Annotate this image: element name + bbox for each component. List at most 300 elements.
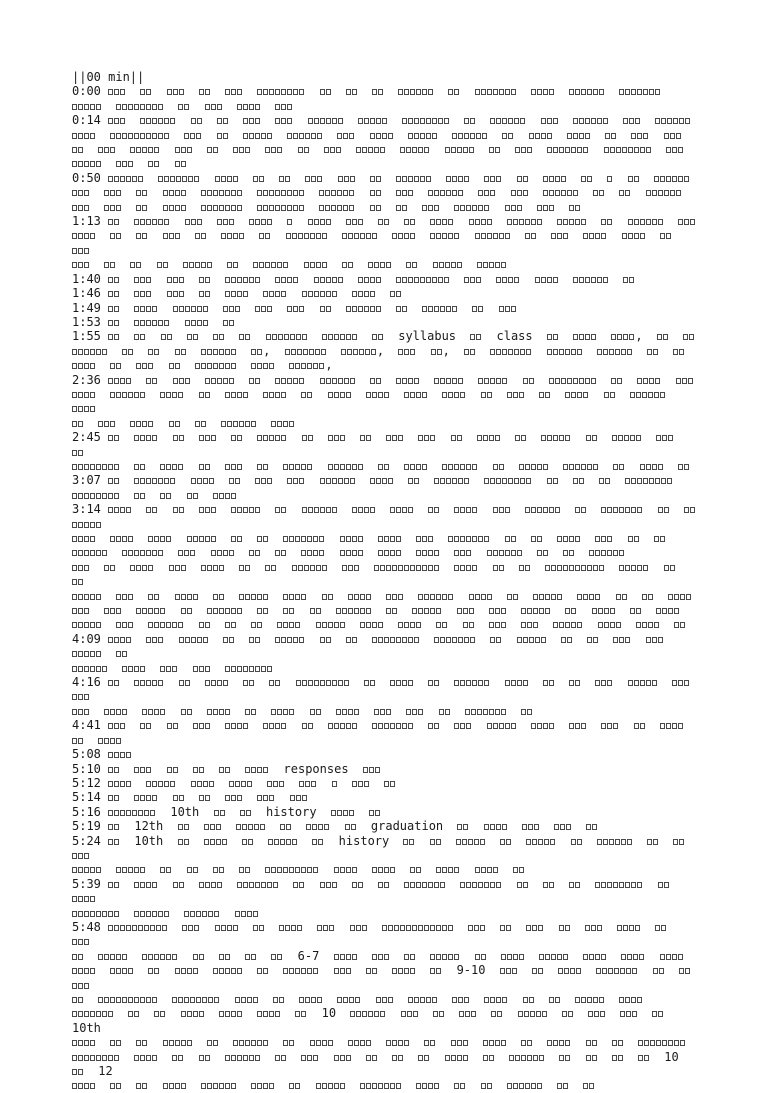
glyph-word — [328, 459, 364, 473]
glyph-word — [612, 1035, 624, 1049]
glyph-word — [430, 963, 442, 977]
glyph-word — [72, 531, 96, 545]
glyph-word — [454, 718, 472, 732]
glyph-word — [543, 171, 567, 185]
glyph-word — [430, 228, 460, 242]
glyph-word — [490, 632, 502, 646]
glyph-word — [225, 286, 249, 300]
glyph-word — [328, 387, 352, 401]
glyph-word — [521, 617, 539, 631]
glyph-word — [366, 963, 378, 977]
glyph-word — [245, 762, 269, 776]
glyph-word — [280, 819, 292, 833]
glyph-word — [243, 128, 273, 142]
glyph-word — [620, 1006, 638, 1020]
glyph-word — [569, 84, 605, 98]
glyph-word — [396, 301, 408, 315]
glyph-word — [322, 589, 334, 603]
glyph-word — [604, 142, 652, 156]
glyph-word — [108, 315, 120, 329]
glyph-word — [275, 632, 305, 646]
glyph-word — [134, 488, 146, 502]
glyph-word — [72, 1050, 120, 1064]
glyph-word — [301, 387, 313, 401]
glyph-word — [130, 416, 154, 430]
glyph-word — [257, 430, 287, 444]
glyph-word — [511, 185, 529, 199]
glyph-word — [573, 113, 609, 127]
glyph-word — [601, 718, 619, 732]
glyph-word — [581, 171, 593, 185]
glyph-word — [342, 257, 354, 271]
glyph-word — [265, 142, 283, 156]
glyph-word — [108, 373, 132, 387]
glyph-word — [463, 617, 475, 631]
glyph-word — [500, 834, 512, 848]
transcript-line — [72, 502, 704, 632]
glyph-word — [589, 545, 625, 559]
glyph-word — [593, 185, 605, 199]
latin-word: 12 — [98, 1064, 113, 1079]
glyph-word — [334, 963, 352, 977]
glyph-word — [187, 329, 199, 343]
glyph-word — [225, 1050, 261, 1064]
glyph-word — [537, 200, 555, 214]
glyph-word — [489, 603, 507, 617]
glyph-word — [352, 776, 370, 790]
glyph-word — [301, 1050, 319, 1064]
glyph-word — [178, 545, 196, 559]
glyph-word — [231, 531, 243, 545]
glyph-word — [599, 473, 611, 487]
glyph-word — [181, 603, 193, 617]
glyph-word — [573, 272, 609, 286]
glyph-word — [122, 344, 134, 358]
glyph-word — [396, 272, 450, 286]
glyph-word — [345, 819, 357, 833]
glyph-word — [658, 877, 670, 891]
glyph-word — [390, 502, 414, 516]
glyph-word — [505, 675, 529, 689]
glyph-word — [134, 459, 146, 473]
glyph-word — [225, 790, 243, 804]
glyph-word — [575, 502, 587, 516]
glyph-word — [108, 272, 120, 286]
glyph-word — [136, 185, 148, 199]
glyph-word — [612, 1050, 624, 1064]
glyph-word — [360, 430, 372, 444]
glyph-word — [191, 113, 203, 127]
glyph-word — [178, 834, 190, 848]
glyph-word — [660, 718, 684, 732]
glyph-word — [240, 805, 252, 819]
glyph-word — [142, 704, 166, 718]
glyph-word — [72, 891, 96, 905]
glyph-word — [475, 949, 487, 963]
glyph-word — [199, 272, 211, 286]
glyph-word — [683, 329, 695, 343]
glyph-word — [491, 1006, 503, 1020]
glyph-word — [217, 214, 235, 228]
glyph-word — [342, 228, 378, 242]
glyph-word — [237, 877, 279, 891]
glyph-word — [368, 257, 392, 271]
glyph-word — [541, 113, 559, 127]
glyph-word — [175, 344, 187, 358]
glyph-word — [173, 502, 185, 516]
glyph-word — [500, 963, 518, 977]
glyph-word — [625, 473, 673, 487]
glyph-word — [316, 1078, 346, 1092]
glyph-word — [249, 545, 261, 559]
glyph-word — [179, 675, 191, 689]
glyph-word — [557, 214, 587, 228]
glyph-word — [72, 704, 90, 718]
glyph-word — [374, 704, 392, 718]
glyph-word — [475, 84, 517, 98]
glyph-word — [451, 430, 463, 444]
glyph-word — [187, 862, 199, 876]
glyph-word — [72, 200, 90, 214]
glyph-word — [169, 560, 187, 574]
glyph-word — [607, 171, 613, 185]
glyph-word — [517, 877, 529, 891]
transcript-line — [72, 171, 704, 214]
glyph-word — [445, 1050, 469, 1064]
transcript-line — [72, 329, 704, 372]
glyph-word — [378, 877, 390, 891]
timestamp: 1:40 — [72, 271, 109, 286]
glyph-word — [108, 632, 132, 646]
transcript-line — [72, 286, 704, 300]
glyph-word — [559, 1050, 571, 1064]
glyph-word — [320, 473, 356, 487]
glyph-word — [108, 819, 120, 833]
glyph-word — [225, 459, 243, 473]
glyph-word — [207, 603, 243, 617]
glyph-word — [509, 1050, 545, 1064]
transcript-line — [72, 747, 704, 761]
glyph-word — [72, 906, 120, 920]
glyph-word — [684, 502, 696, 516]
glyph-word — [167, 718, 179, 732]
glyph-word — [229, 776, 253, 790]
glyph-word — [428, 185, 464, 199]
glyph-word — [277, 617, 301, 631]
glyph-word — [316, 617, 346, 631]
latin-word: class — [496, 329, 533, 344]
glyph-word — [136, 200, 148, 214]
glyph-word — [563, 545, 575, 559]
glyph-word — [481, 1078, 493, 1092]
glyph-word — [539, 387, 551, 401]
glyph-word — [340, 545, 364, 559]
glyph-word — [575, 992, 605, 1006]
glyph-word — [140, 718, 152, 732]
glyph-word — [517, 171, 529, 185]
glyph-word — [454, 1078, 466, 1092]
glyph-word — [175, 589, 199, 603]
glyph-word — [310, 603, 322, 617]
timestamp: 1:13 — [72, 214, 109, 229]
glyph-word — [553, 617, 583, 631]
glyph-word — [182, 920, 200, 934]
glyph-word — [108, 805, 156, 819]
glyph-word — [400, 142, 430, 156]
glyph-word — [292, 560, 328, 574]
glyph-word — [72, 617, 102, 631]
glyph-word — [72, 545, 108, 559]
transcript-line — [72, 301, 704, 315]
glyph-word — [430, 214, 454, 228]
glyph-word — [169, 358, 181, 372]
glyph-word — [372, 949, 390, 963]
glyph-word — [213, 963, 243, 977]
latin-word: responses — [283, 761, 349, 776]
glyph-word — [271, 949, 283, 963]
glyph-word — [72, 978, 90, 992]
glyph-word — [561, 632, 573, 646]
glyph-word — [477, 257, 507, 271]
glyph-word — [622, 228, 646, 242]
glyph-word — [370, 185, 382, 199]
glyph-word — [408, 473, 420, 487]
glyph-word — [193, 762, 205, 776]
glyph-word — [428, 502, 440, 516]
glyph-word — [396, 373, 420, 387]
glyph-word — [507, 214, 543, 228]
glyph-word — [464, 113, 476, 127]
glyph-word — [586, 430, 598, 444]
glyph-word — [567, 128, 591, 142]
glyph-word — [422, 200, 440, 214]
glyph-word — [392, 228, 416, 242]
glyph-word — [507, 1078, 543, 1092]
glyph-word — [348, 1035, 372, 1049]
glyph-word — [392, 1050, 404, 1064]
glyph-word — [108, 84, 126, 98]
glyph-word — [72, 1035, 96, 1049]
glyph-word — [221, 416, 257, 430]
glyph-word — [587, 632, 599, 646]
glyph-word — [531, 84, 555, 98]
glyph-word — [500, 920, 512, 934]
glyph-word — [98, 416, 116, 430]
timestamp: 1:49 — [72, 300, 109, 315]
glyph-word — [619, 560, 649, 574]
glyph-word — [523, 373, 535, 387]
timestamp: 2:36 — [72, 372, 109, 387]
glyph-word — [331, 805, 355, 819]
glyph-word — [290, 790, 308, 804]
glyph-word — [72, 963, 96, 977]
glyph-word — [489, 617, 507, 631]
transcript-line — [72, 920, 704, 1093]
glyph-word — [386, 589, 404, 603]
glyph-word — [487, 545, 523, 559]
glyph-word — [499, 301, 517, 315]
glyph-word — [490, 113, 526, 127]
glyph-word — [205, 675, 229, 689]
glyph-word — [356, 142, 386, 156]
glyph-word — [72, 156, 102, 170]
timestamp: 1:55 — [72, 329, 109, 344]
glyph-word — [386, 1035, 410, 1049]
glyph-word — [559, 920, 571, 934]
glyph-word — [668, 589, 692, 603]
glyph-word — [201, 560, 225, 574]
glyph-word — [110, 387, 146, 401]
glyph-word — [178, 99, 190, 113]
glyph-word — [521, 603, 551, 617]
glyph-word — [249, 373, 261, 387]
glyph-word — [72, 603, 90, 617]
glyph-word — [595, 531, 613, 545]
glyph-word — [275, 502, 287, 516]
glyph-word — [225, 718, 249, 732]
glyph-word — [116, 646, 128, 660]
glyph-word — [283, 589, 307, 603]
glyph-word — [72, 243, 90, 257]
glyph-word — [233, 142, 251, 156]
timestamp: 0:14 — [72, 113, 109, 128]
glyph-word — [434, 373, 464, 387]
glyph-word — [469, 214, 493, 228]
glyph-word — [72, 1078, 96, 1092]
glyph-word — [378, 531, 402, 545]
glyph-word — [134, 301, 158, 315]
glyph-word — [185, 214, 203, 228]
glyph-word — [358, 272, 382, 286]
glyph-word — [98, 142, 116, 156]
glyph-word — [547, 1035, 571, 1049]
glyph-word — [251, 617, 263, 631]
glyph-word — [242, 834, 254, 848]
glyph-word — [547, 329, 559, 343]
glyph-word — [521, 704, 533, 718]
glyph-word — [660, 949, 684, 963]
glyph-word — [175, 142, 193, 156]
glyph-word — [352, 502, 376, 516]
duration-header: ||00 min|| — [72, 70, 145, 84]
glyph-word — [275, 373, 305, 387]
glyph-word — [529, 128, 553, 142]
glyph-word — [235, 906, 259, 920]
glyph-word — [346, 214, 364, 228]
glyph-word — [404, 949, 416, 963]
glyph-word — [646, 185, 682, 199]
glyph-word — [372, 718, 414, 732]
transcript-line — [72, 834, 704, 877]
glyph-word — [178, 819, 190, 833]
glyph-word — [424, 1035, 436, 1049]
glyph-word: , — [431, 344, 450, 358]
glyph-word — [372, 84, 384, 98]
glyph-word — [647, 344, 659, 358]
glyph-word — [72, 445, 84, 459]
glyph-word — [98, 733, 122, 747]
timestamp: 5:14 — [72, 790, 109, 805]
glyph-word — [619, 185, 631, 199]
glyph-word — [475, 862, 499, 876]
glyph-word — [72, 934, 90, 948]
glyph-word — [464, 344, 476, 358]
transcript-line — [72, 790, 704, 804]
glyph-word — [195, 228, 207, 242]
glyph-word — [430, 949, 460, 963]
glyph-word — [346, 84, 358, 98]
glyph-word — [322, 329, 358, 343]
glyph-word — [283, 603, 295, 617]
glyph-word — [372, 329, 384, 343]
timestamp: 4:16 — [72, 675, 109, 690]
glyph-word — [72, 1064, 84, 1078]
glyph-word — [493, 502, 511, 516]
glyph-word — [72, 401, 96, 415]
glyph-word — [537, 545, 549, 559]
glyph-word — [448, 531, 490, 545]
glyph-word — [146, 502, 158, 516]
glyph-word — [199, 84, 211, 98]
glyph-word — [630, 603, 642, 617]
glyph-word — [664, 128, 682, 142]
glyph-word — [108, 286, 120, 300]
glyph-word — [259, 228, 271, 242]
glyph-word — [199, 502, 217, 516]
transcript-line — [72, 762, 704, 776]
transcript-entries — [72, 84, 704, 1092]
glyph-word — [366, 1050, 378, 1064]
timestamp: 5:16 — [72, 804, 109, 819]
glyph-word — [647, 834, 659, 848]
glyph-word — [167, 84, 185, 98]
glyph-word — [619, 992, 643, 1006]
glyph-word — [436, 862, 460, 876]
glyph-word — [199, 1050, 211, 1064]
glyph-word — [410, 862, 422, 876]
glyph-word — [674, 617, 686, 631]
glyph-word — [235, 992, 259, 1006]
timestamp: 5:12 — [72, 775, 109, 790]
glyph-word — [660, 228, 672, 242]
glyph-word: , — [289, 358, 332, 372]
glyph-word — [673, 344, 685, 358]
glyph-word — [457, 819, 469, 833]
glyph-word — [319, 200, 355, 214]
glyph-word — [678, 459, 690, 473]
glyph-word — [72, 992, 84, 1006]
glyph-word — [287, 214, 293, 228]
timestamp: 2:45 — [72, 430, 109, 445]
glyph-word — [664, 560, 676, 574]
glyph-word — [460, 877, 502, 891]
glyph-word — [257, 531, 269, 545]
glyph-word — [469, 589, 493, 603]
glyph-word — [569, 877, 581, 891]
glyph-word — [163, 1035, 193, 1049]
latin-word: 10th — [170, 804, 200, 819]
glyph-word — [199, 286, 211, 300]
glyph-word: , — [341, 344, 384, 358]
glyph-word — [408, 992, 438, 1006]
glyph-word — [148, 963, 160, 977]
glyph-word — [569, 200, 581, 214]
glyph-word — [320, 632, 332, 646]
glyph-word — [328, 718, 358, 732]
transcript-line — [72, 805, 704, 819]
glyph-word — [110, 1035, 122, 1049]
glyph-word — [257, 963, 269, 977]
